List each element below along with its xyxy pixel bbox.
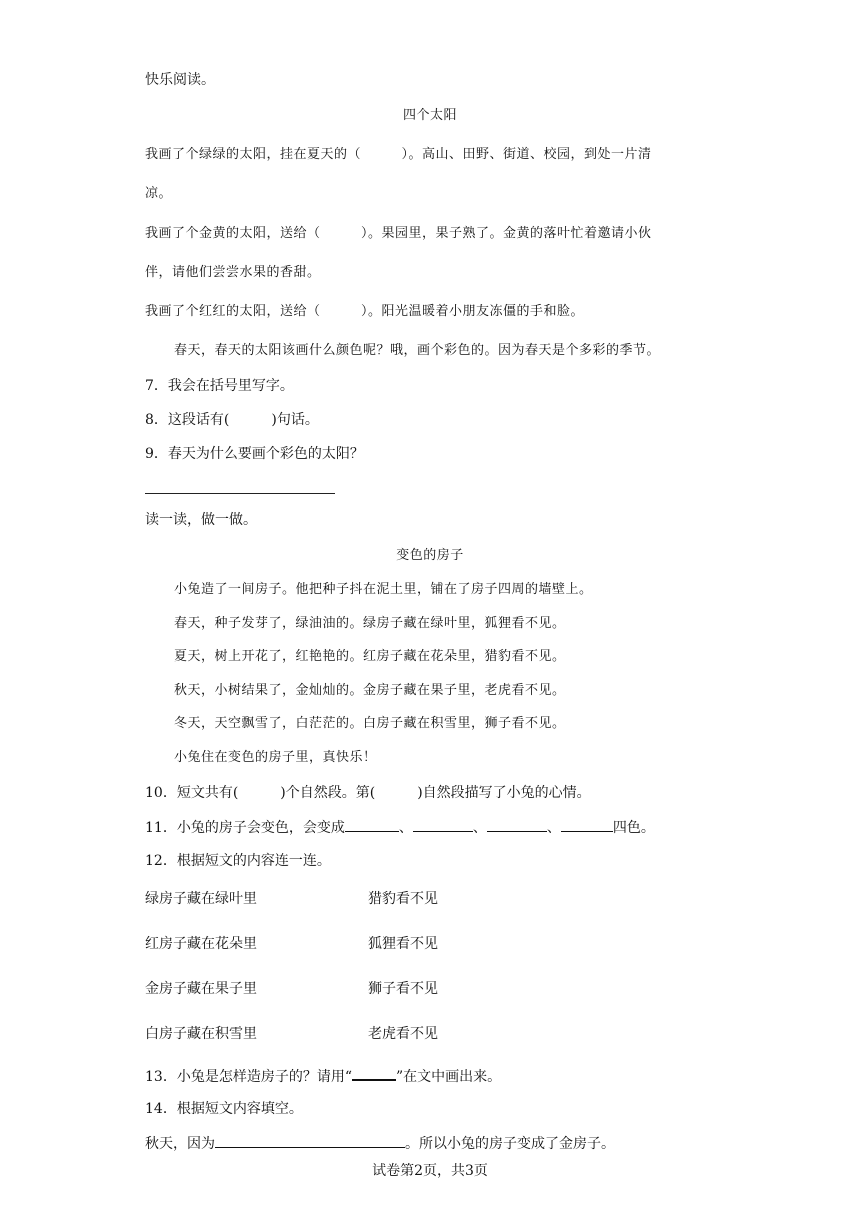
match-right-item[interactable]: 狐狸看不见 xyxy=(368,936,438,952)
answer-line[interactable] xyxy=(145,493,335,494)
q14-prefix: 秋天，因为 xyxy=(145,1136,215,1152)
question-10: 10．短文共有( )个自然段。第( )自然段描写了小兔的心情。 xyxy=(145,785,591,801)
q11-prefix: 11．小兔的房子会变色，会变成 xyxy=(145,820,345,836)
story-paragraph: 冬天，天空飘雪了，白茫茫的。白房子藏在积雪里，狮子看不见。 xyxy=(174,716,566,731)
poem-line: 春天，春天的太阳该画什么颜色呢？哦，画个彩色的。因为春天是个多彩的季节。 xyxy=(174,343,661,358)
question-13 xyxy=(145,1065,501,1087)
match-left-item[interactable]: 绿房子藏在绿叶里 xyxy=(145,891,257,907)
question-8: 8．这段话有( )句话。 xyxy=(145,412,319,428)
q11-separator: 、 xyxy=(472,820,487,836)
q11-separator: 、 xyxy=(546,820,561,836)
q13-prefix: 13．小兔是怎样造房子的？请用“ xyxy=(145,1069,352,1085)
poem-line: 我画了个红红的太阳，送给（ ）。阳光温暖着小朋友冻僵的手和脸。 xyxy=(145,304,585,319)
page-footer: 试卷第2页，共3页 xyxy=(372,1163,488,1179)
section1-intro: 快乐阅读。 xyxy=(145,72,215,88)
poem-line: 伴，请他们尝尝水果的香甜。 xyxy=(145,265,321,280)
match-right-item[interactable]: 狮子看不见 xyxy=(368,981,438,997)
question-14-fill xyxy=(145,1133,615,1154)
question-11 xyxy=(145,817,655,838)
story-paragraph: 小兔造了一间房子。他把种子抖在泥土里，铺在了房子四周的墙壁上。 xyxy=(174,582,593,597)
q13-suffix: ”在文中画出来。 xyxy=(395,1069,502,1085)
story-paragraph: 秋天，小树结果了，金灿灿的。金房子藏在果子里，老虎看不见。 xyxy=(174,683,566,698)
fill-blank[interactable] xyxy=(413,817,473,832)
match-right-item[interactable]: 老虎看不见 xyxy=(368,1026,438,1042)
fill-blank[interactable] xyxy=(345,817,399,832)
story-title: 变色的房子 xyxy=(396,548,464,563)
poem-line: 凉。 xyxy=(145,186,173,201)
story-paragraph: 小兔住在变色的房子里，真快乐！ xyxy=(174,750,377,765)
question-7: 7．我会在括号里写字。 xyxy=(145,378,294,394)
q11-suffix: 四色。 xyxy=(612,820,655,836)
match-right-item[interactable]: 猎豹看不见 xyxy=(368,891,438,907)
match-left-item[interactable]: 红房子藏在花朵里 xyxy=(145,936,257,952)
poem-line: 我画了个绿绿的太阳，挂在夏天的（ ）。高山、田野、街道、校园，到处一片清 xyxy=(145,147,652,162)
fill-blank[interactable] xyxy=(561,817,613,832)
question-9: 9．春天为什么要画个彩色的太阳？ xyxy=(145,446,364,462)
match-left-item[interactable]: 金房子藏在果子里 xyxy=(145,981,257,997)
underline-sample xyxy=(352,1065,396,1081)
match-left-item[interactable]: 白房子藏在积雪里 xyxy=(145,1026,257,1042)
fill-blank[interactable] xyxy=(487,817,547,832)
poem-title: 四个太阳 xyxy=(402,108,457,123)
q11-separator: 、 xyxy=(398,820,413,836)
story-paragraph: 春天，种子发芽了，绿油油的。绿房子藏在绿叶里，狐狸看不见。 xyxy=(174,616,566,631)
question-14: 14．根据短文内容填空。 xyxy=(145,1101,303,1117)
question-12: 12．根据短文的内容连一连。 xyxy=(145,853,331,869)
section2-intro: 读一读，做一做。 xyxy=(145,512,257,528)
story-paragraph: 夏天，树上开花了，红艳艳的。红房子藏在花朵里，猎豹看不见。 xyxy=(174,649,566,664)
fill-blank[interactable] xyxy=(215,1133,405,1148)
q14-suffix: 。所以小兔的房子变成了金房子。 xyxy=(405,1136,615,1152)
poem-line: 我画了个金黄的太阳，送给（ ）。果园里，果子熟了。金黄的落叶忙着邀请小伙 xyxy=(145,226,652,241)
